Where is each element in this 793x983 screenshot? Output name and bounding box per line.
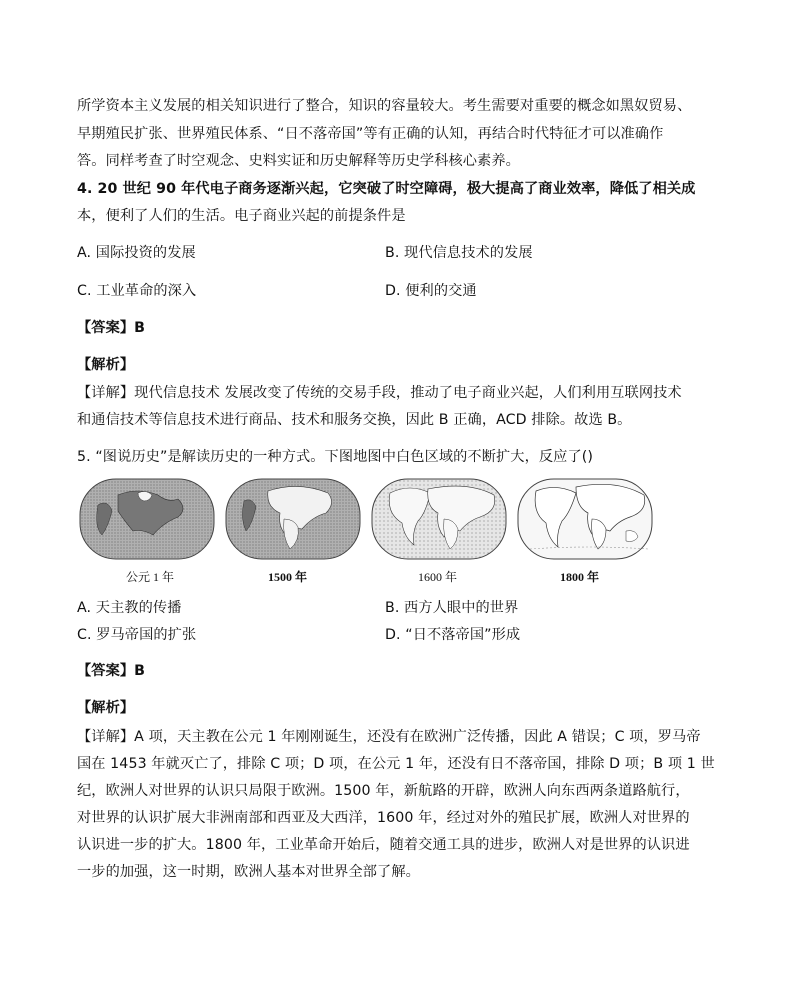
q4-option-c: C. 工业革命的深入 bbox=[77, 283, 197, 299]
world-maps-svg bbox=[78, 475, 658, 563]
q5-option-c: C. 罗马帝国的扩张 bbox=[77, 627, 197, 643]
q4-option-b: B. 现代信息技术的发展 bbox=[385, 245, 533, 261]
q5-option-b: B. 西方人眼中的世界 bbox=[385, 600, 519, 616]
q5-detail-line-5: 认识进一步的扩大。1800 年，工业革命开始后，随着交通工具的进步，欧洲人对是世界的认识进 bbox=[77, 837, 690, 853]
intro-line-2: 早期殖民扩张、世界殖民体系、“日不落帝国”等有正确的认知，再结合时代特征才可以准确作 bbox=[77, 126, 664, 142]
q5-detail-line-4: 对世界的认识扩展大非洲南部和西亚及大西洋，1600 年，经过对外的殖民扩展，欧洲人对世界的 bbox=[77, 810, 690, 826]
q5-detail-line-3: 纪，欧洲人对世界的认识只局限于欧洲。1500 年，新航路的开辟，欧洲人向东西两条道路航行， bbox=[77, 783, 690, 799]
map-caption-1800: 1800 年 bbox=[560, 570, 600, 584]
map-caption-year-1: 公元 1 年 bbox=[126, 570, 175, 584]
q5-stem: 5. “图说历史”是解读历史的一种方式。下图地图中白色区域的不断扩大，反应了() bbox=[77, 449, 594, 465]
q4-detail-line-1: 【详解】现代信息技术 发展改变了传统的交易手段，推动了电子商业兴起，人们利用互联网技术 bbox=[77, 385, 682, 401]
q5-detail-line-2: 国在 1453 年就灭亡了，排除 C 项；D 项，在公元 1 年，还没有日不落帝国，排除 D 项；B 项 1 世 bbox=[77, 756, 715, 772]
q4-stem-line-2: 本，便利了人们的生活。电子商业兴起的前提条件是 bbox=[77, 208, 406, 224]
q4-stem-line-1: 4. 20 世纪 90 年代电子商务逐渐兴起，它突破了时空障碍，极大提高了商业效率，降低了相关成 bbox=[77, 181, 696, 197]
map-year-1600 bbox=[372, 479, 506, 559]
q4-detail-line-2: 和通信技术等信息技术进行商品、技术和服务交换，因此 B 正确，ACD 排除。故选 B。 bbox=[77, 412, 632, 428]
q5-option-a: A. 天主教的传播 bbox=[77, 600, 182, 616]
intro-line-1: 所学资本主义发展的相关知识进行了整合，知识的容量较大。考生需要对重要的概念如黑奴贸易、 bbox=[77, 98, 692, 114]
map-caption-1500: 1500 年 bbox=[268, 570, 308, 584]
q4-option-a: A. 国际投资的发展 bbox=[77, 245, 196, 261]
q4-analysis-title: 【解析】 bbox=[77, 357, 135, 373]
map-year-1500 bbox=[226, 479, 360, 559]
q4-option-d: D. 便利的交通 bbox=[385, 283, 477, 299]
q5-analysis-title: 【解析】 bbox=[77, 700, 135, 716]
q4-answer: 【答案】B bbox=[77, 320, 146, 336]
q5-detail-line-6: 一步的加强，这一时期，欧洲人基本对世界全部了解。 bbox=[77, 864, 420, 880]
map-caption-1600: 1600 年 bbox=[418, 570, 458, 584]
q5-option-d: D. “日不落帝国”形成 bbox=[385, 627, 521, 643]
map-year-1800 bbox=[518, 479, 652, 559]
historical-world-maps-figure bbox=[78, 475, 658, 587]
map-year-1 bbox=[80, 479, 214, 559]
intro-line-3: 答。同样考查了时空观念、史料实证和历史解释等历史学科核心素养。 bbox=[77, 153, 520, 169]
q5-detail-line-1: 【详解】A 项，天主教在公元 1 年刚刚诞生，还没有在欧洲广泛传播，因此 A 错误；C 项，罗马帝 bbox=[77, 729, 701, 745]
q5-answer: 【答案】B bbox=[77, 663, 146, 679]
